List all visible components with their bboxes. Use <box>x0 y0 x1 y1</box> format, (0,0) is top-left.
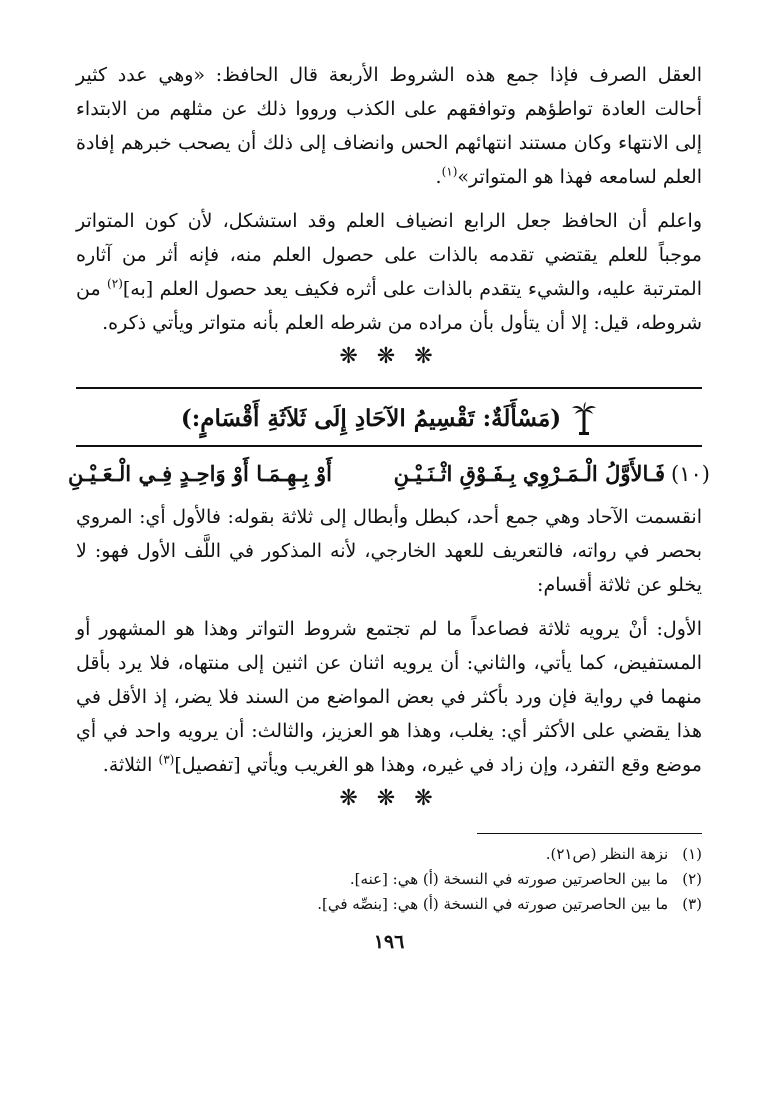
footnote-text: ما بين الحاصرتين صورته في النسخة (أ) هي: [بنصِّه في]. <box>317 895 669 913</box>
paragraph-3: انقسمت الآحاد وهي جمع أحد، كبطل وأبطال إلى ثلاثة بقوله: فالأول أي: المروي بحصر في رواته، فالتعريف للعهد الخارجي، لأنه المذكور في اللَّف الأول فهو: لا يخلو عن ثلاثة أقسام: <box>76 506 702 596</box>
palm-tree-icon <box>571 401 597 435</box>
footnote-2 <box>76 867 702 892</box>
footnote-3 <box>76 892 702 917</box>
footnote-ref-3[interactable]: (٣) <box>158 752 175 767</box>
footnote-ref-1[interactable]: (١) <box>441 164 458 179</box>
verse-line <box>68 461 710 486</box>
section-heading-text: (مَسْأَلَةٌ: تَقْسِيمُ الآحَادِ إِلَى ثَلاَثَةِ أَقْسَامٍ:) <box>180 404 562 432</box>
separator-stars-1: ❋ ❋ ❋ <box>339 344 439 369</box>
paragraph-1: العقل الصرف فإذا جمع هذه الشروط الأربعة قال الحافظ: «وهي عدد كثير أحالت العادة تواطؤهم وتوافقهم على الكذب ورووا ذلك عن مثلهم من الابتداء إلى الانتهاء وكان مستند انتهائهم الحس وانضاف إلى ذلك أن يصحب خبرهم إفادة العلم لسامعه فهذا هو المتواتر»$^{(١)}$. <box>76 64 702 188</box>
footnote-number: (١) <box>682 845 702 863</box>
footnote-number: (٣) <box>682 895 702 913</box>
paragraph-4: الأول: أنْ يرويه ثلاثة فصاعداً ما لم تجتمع شروط التواتر وهذا هو المشهور أو المستفيض، كما يأتي، والثاني: أن يرويه اثنان عن اثنين إلى منتهاه، فلا يرد بأقل منهما في رواية فإن ورد بأكثر في بعض المواضع من السند فلا يضر، إذ الأقل في هذا يقضي على الأكثر أي: يغلب، وهذا هو العزيز، والثالث: أن يرويه واحد في أي موضع وقع التفرد، وإن زاد في غيره، وهذا هو الغريب ويأتي [تفصيل]$^{(٣)}$ الثلاثة. <box>76 618 702 776</box>
page <box>68 58 710 953</box>
paragraph-2: واعلم أن الحافظ جعل الرابع انضياف العلم وقد استشكل، لأن كون المتواتر موجباً للعلم يقتضي تقدمه بالذات على حصول العلم منه، فإنه أثر من آثاره المترتبة عليه، والشيء يتقدم بالذات على أثره فكيف يعد حصول العلم [به]$^{(٢)}$ من شروطه، قيل: إلا أن يتأول بأن مراده من شرطه العلم بأنه متواتر ويأتي ذكره. <box>76 210 702 334</box>
footnote-text: نزهة النظر (ص٢١). <box>545 845 669 863</box>
section-heading <box>76 401 702 435</box>
footnote-number: (٢) <box>682 870 702 888</box>
heading-bottom-rule <box>76 445 702 447</box>
footnotes <box>76 842 702 917</box>
verse-hemistich-2: أَوْ بِـهِـمَـا أَوْ وَاحِـدٍ فِـي الْـعَـيْـنِ <box>68 461 332 486</box>
verse-number: (١٠) <box>671 462 710 486</box>
footnote-rule <box>477 833 702 834</box>
page-number: ١٩٦ <box>373 931 405 953</box>
footnote-ref-2[interactable]: (٢) <box>107 276 123 291</box>
heading-top-rule <box>76 387 702 389</box>
verse-hemistich-1: فَـالأَوَّلُ الْـمَـرْوِي بِـفَـوْقِ اثْـنَـيْـنِ <box>393 461 666 486</box>
footnote-text: ما بين الحاصرتين صورته في النسخة (أ) هي: [عنه]. <box>349 870 669 888</box>
separator-stars-2: ❋ ❋ ❋ <box>339 786 439 811</box>
footnote-1 <box>76 842 702 867</box>
